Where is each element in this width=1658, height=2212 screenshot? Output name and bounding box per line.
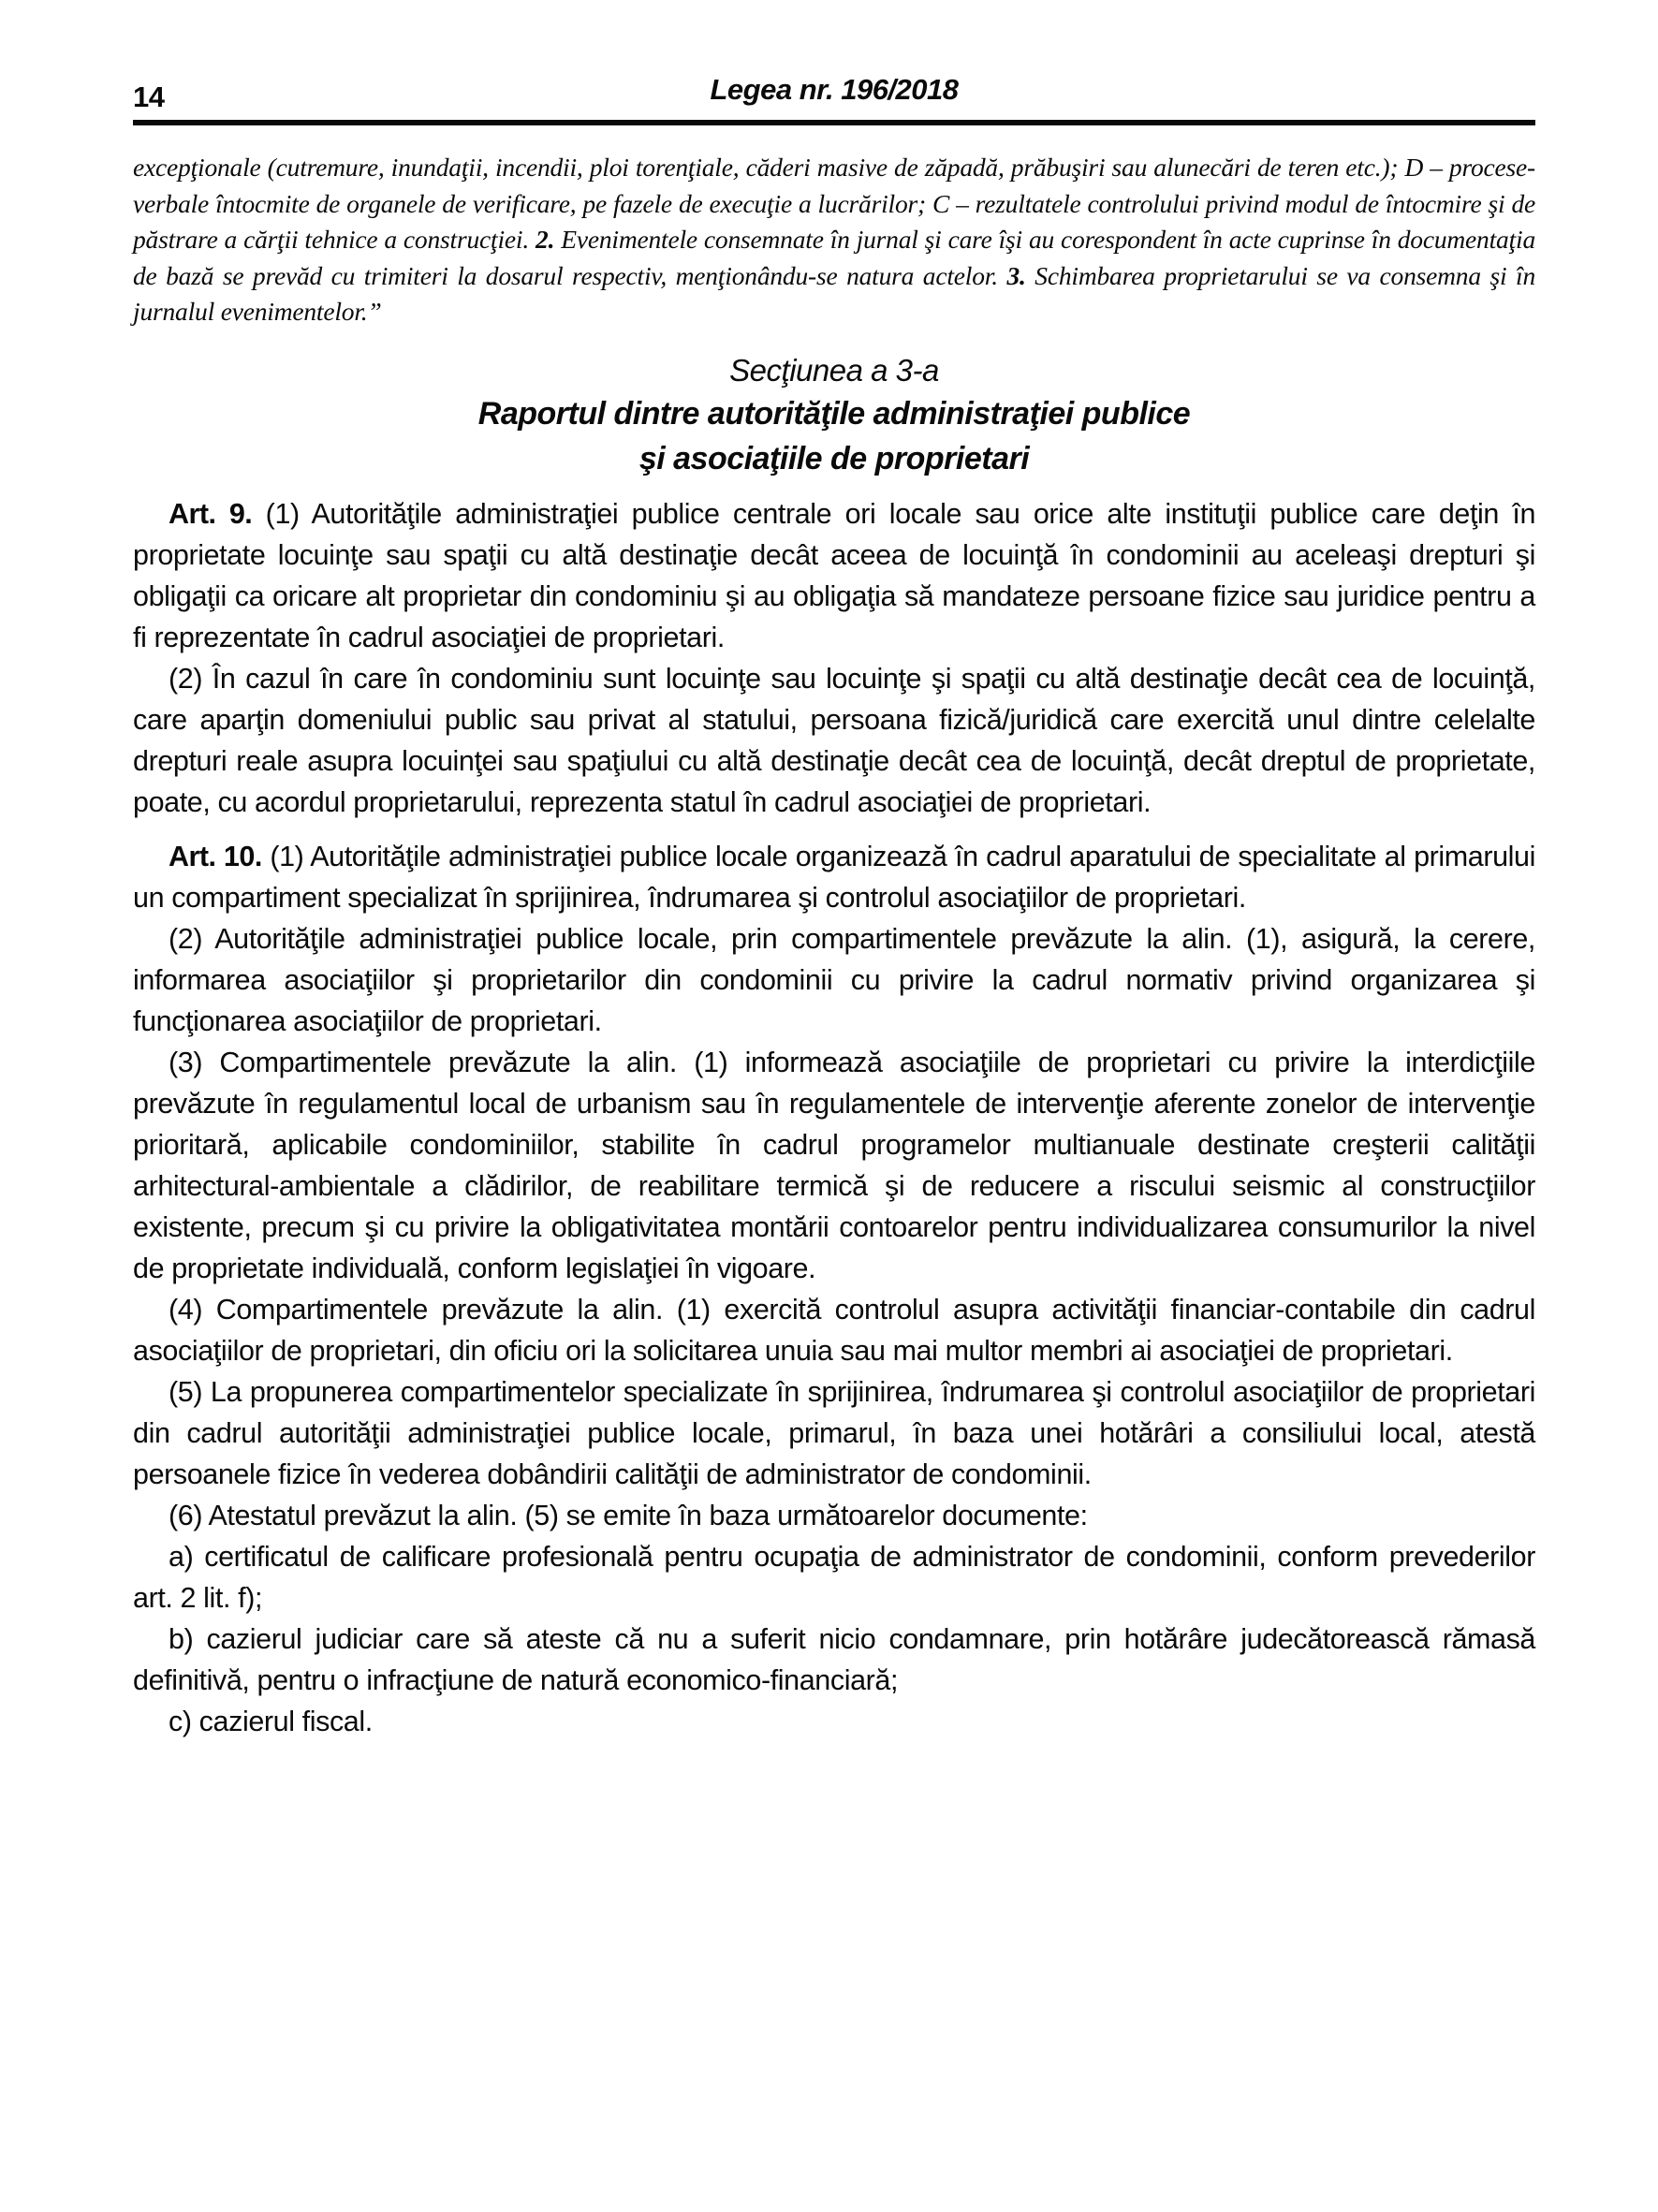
section-kicker: Secţiunea a 3-a [729, 352, 939, 388]
paragraph-text: (6) Atestatul prevăzut la alin. (5) se emite în baza următoarelor documente: [169, 1499, 1088, 1531]
section-title-line2: şi asociaţiile de proprietari [638, 440, 1030, 476]
paragraph-art10-alin4 [133, 1289, 1535, 1371]
header-title: Legea nr. 196/2018 [710, 73, 959, 106]
paragraph-art10-alin5 [133, 1371, 1535, 1495]
article-9-label: Art. 9. [169, 497, 253, 530]
paragraph-art10-alin2 [133, 918, 1535, 1042]
preamble-paragraph [133, 150, 1535, 330]
paragraph-text: (1) Autorităţile administraţiei publice locale organizează în cadrul aparatului de specialitate al primarului un compartiment specializat în sprijinirea, îndrumarea şi controlul asociaţiilor de proprietari. [133, 840, 1535, 914]
paragraph-art10-alin1 [133, 836, 1535, 918]
header-rule [133, 120, 1535, 125]
paragraph-art10-alin3 [133, 1042, 1535, 1289]
preamble-part3: Schimbarea proprietarului se va consemna şi în jurnalul evenimentelor.” [133, 260, 1535, 326]
paragraph-art10-lit-c [133, 1701, 1535, 1742]
paragraph-text: c) cazierul fiscal. [169, 1705, 373, 1737]
paragraph-art10-lit-b [133, 1619, 1535, 1701]
paragraph-text: (3) Compartimentele prevăzute la alin. (1) informează asociaţiile de proprietari cu privire la interdicţiile prevăzute în regulamentul local de urbanism sau în regulamentele de intervenţie aferente zonelor de intervenţie prioritară, aplicabile condominiilor, stabilite în cadrul programelor multianuale destinate creşterii calităţii arhitectural-ambientale a clădirilor, de reabilitare termică şi de reducere a riscului seismic al construcţiilor existente, precum şi cu privire la obligativitatea montării contoarelor pentru individualizarea consumurilor la nivel de proprietate individuală, conform legislaţiei în vigoare. [133, 1046, 1535, 1284]
page-number: 14 [133, 81, 165, 113]
paragraph-art9-alin2 [133, 658, 1535, 823]
paragraph-text: (2) În cazul în care în condominiu sunt locuinţe sau locuinţe şi spaţii cu altă destinaţie decât cea de locuinţă, care aparţin domeniului public sau privat al statului, persoana fizică/juridică care exercită unul dintre celelalte drepturi reale asupra locuinţei sau spaţiului cu altă destinaţie decât cea de locuinţă, decât dreptul de proprietate, poate, cu acordul proprietarului, reprezenta statul în cadrul asociaţiei de proprietari. [133, 662, 1535, 818]
paragraph-text: (5) La propunerea compartimentelor specializate în sprijinirea, îndrumarea şi controlul asociaţiilor de proprietari din cadrul autorităţii administraţiei publice locale, primarul, în baza unei hotărâri a consiliului local, atestă persoanele fizice în vederea dobândirii calităţii de administrator de condominii. [133, 1375, 1535, 1490]
paragraph-text: (2) Autorităţile administraţiei publice locale, prin compartimentele prevăzute la alin. (1), asigură, la cerere, informarea asociaţiilor şi proprietarilor din condominii cu privire la cadrul normativ privind organizarea şi funcţionarea asociaţiilor de proprietari. [133, 922, 1535, 1037]
section-heading [133, 351, 1535, 480]
paragraph-art10-alin6 [133, 1495, 1535, 1536]
paragraph-art10-lit-a [133, 1536, 1535, 1619]
page-header [133, 73, 1535, 114]
paragraph-text: a) certificatul de calificare profesională pentru ocupaţia de administrator de condominii, conform prevederilor art. 2 lit. f); [133, 1540, 1535, 1614]
paragraph-text: b) cazierul judiciar care să ateste că nu a suferit nicio condamnare, prin hotărâre judecătorească rămasă definitivă, pentru o infracţiune de natură economico-financiară; [133, 1622, 1535, 1696]
paragraph-text: (1) Autorităţile administraţiei publice centrale ori locale sau orice alte instituţii publice care deţin în proprietate locuinţe sau spaţii cu altă destinaţie decât aceea de locuinţă în condominii au aceleaşi drepturi şi obligaţii ca oricare alt proprietar din condominiu şi au obligaţia să mandateze persoane fizice sau juridice pentru a fi reprezentate în cadrul asociaţiei de proprietari. [133, 497, 1536, 653]
preamble-part2: Evenimentele consemnate în jurnal şi care îşi au corespondent în acte cuprinse în documentaţia de bază se prevăd cu trimiteri la dosarul respectiv, menţionându-se natura actelor. [133, 225, 1536, 290]
section-title-line1: Raportul dintre autorităţile administraţiei publice [477, 395, 1191, 432]
preamble-number-3: 3. [1006, 260, 1026, 290]
paragraph-art9-alin1 [133, 493, 1535, 658]
paragraph-text: (4) Compartimentele prevăzute la alin. (1) exercită controlul asupra activităţii financiar-contabile din cadrul asociaţiilor de proprietari, din oficiu ori la solicitarea unuia sau mai multor membri ai asociaţiei de proprietari. [133, 1293, 1535, 1367]
preamble-part1: excepţionale (cutremure, inundaţii, incendii, ploi torenţiale, căderi masive de zăpadă, prăbuşiri sau alunecări de teren etc.); D – procese-verbale întocmite de organele de verificare, pe fazele de execuţie a lucrărilor; C – rezultatele controlului privind modul de întocmire şi de păstrare a cărţii tehnice a construcţiei. [133, 153, 1535, 254]
article-10-label: Art. 10. [169, 840, 262, 872]
preamble-number-2: 2. [536, 225, 555, 254]
